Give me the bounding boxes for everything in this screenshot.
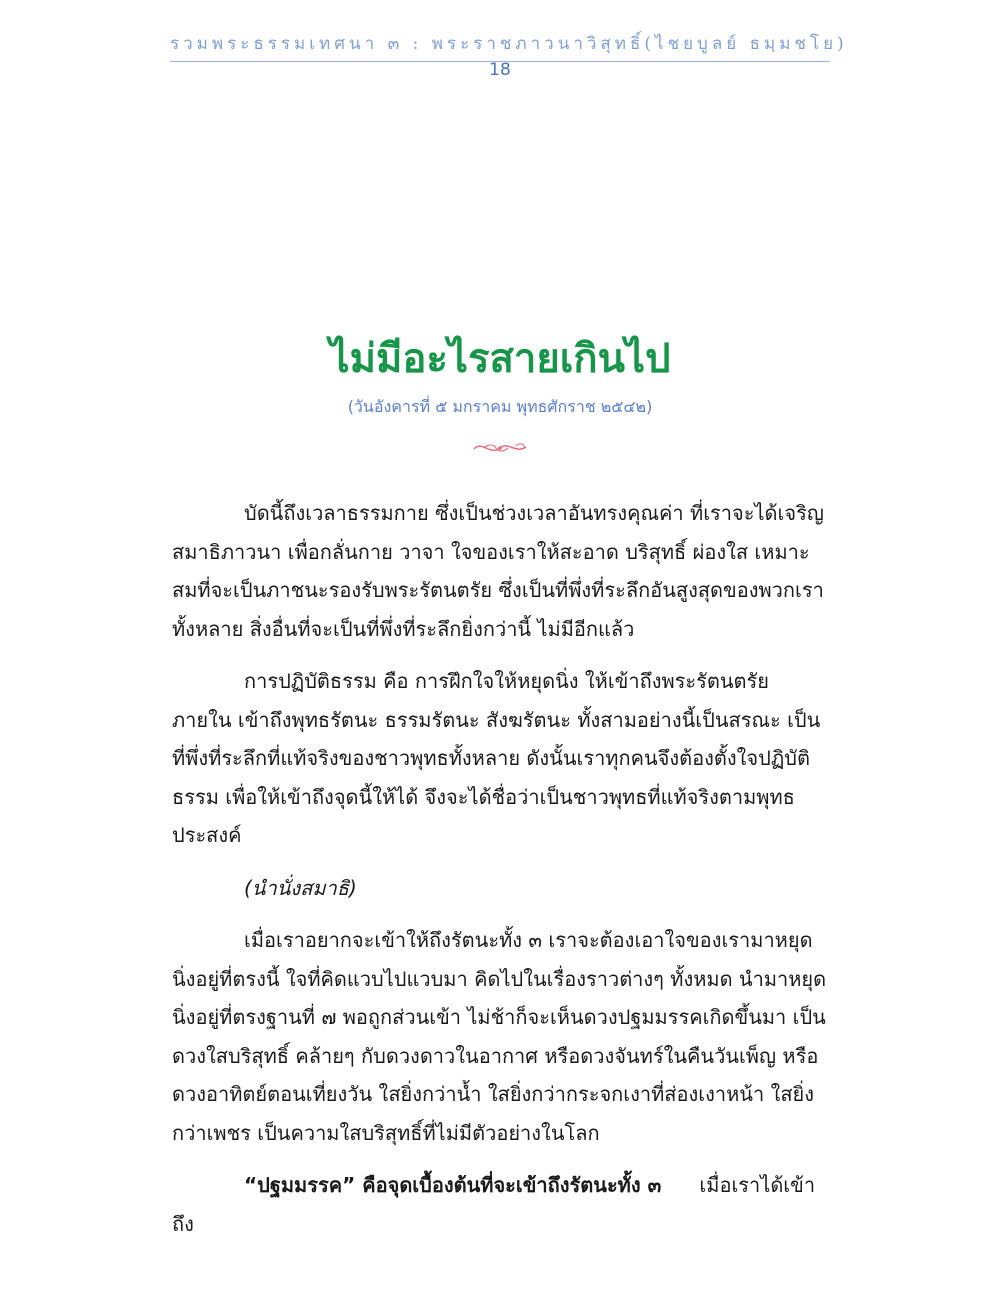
page-number: 18 <box>489 60 511 80</box>
paragraph: การปฏิบัติธรรม คือ การฝึกใจให้หยุดนิ่ง ให้เข้าถึงพระรัตนตรัยภายใน เข้าถึงพุทธรัตนะ ธรรมรัตนะ สังฆรัตนะ ทั้งสามอย่างนี้เป็นสรณะ เป็นที่พึ่งที่ระลึกที่แท้จริงของชาวพุทธทั้งหลาย ดังนั้นเราทุกคนจึงต้องตั้งใจปฏิบัติธรรม เพื่อให้เข้าถึงจุดนี้ให้ได้ จึงจะได้ชื่อว่าเป็นชาวพุทธที่แท้จริงตามพุทธประสงค์ <box>172 669 821 847</box>
chapter-title: ไม่มีอะไรสายเกินไป <box>329 335 671 382</box>
meditation-note: (นำนั่งสมาธิ) <box>244 875 357 900</box>
body-text <box>172 494 827 1243</box>
running-header: รวมพระธรรมเทศนา ๓ : พระราชภาวนาวิสุทธิ์(ไชยบูลย์ ธมฺมชโย) <box>170 30 830 62</box>
paragraph-last <box>172 1166 827 1243</box>
flourish-ornament-icon <box>470 436 530 460</box>
paragraph-continuation: เมื่อเราได้เข้าถึง <box>172 1173 816 1236</box>
bold-phrase: “ปฐมมรรค” คือจุดเบื้องต้นที่จะเข้าถึงรัตนะทั้ง ๓ <box>244 1173 662 1197</box>
paragraph: บัดนี้ถึงเวลาธรรมกาย ซึ่งเป็นช่วงเวลาอันทรงคุณค่า ที่เราจะได้เจริญสมาธิภาวนา เพื่อกลั่นกาย วาจา ใจของเราให้สะอาด บริสุทธิ์ ผ่องใส เหมาะสมที่จะเป็นภาชนะรองรับพระรัตนตรัย ซึ่งเป็นที่พึ่งที่ระลึกอันสูงสุดของพวกเราทั้งหลาย สิ่งอื่นที่จะเป็นที่พึ่งที่ระลึกยิ่งกว่านี้ ไม่มีอีกแล้ว <box>172 501 824 641</box>
chapter-date: (วันอังคารที่ ๕ มกราคม พุทธศักราช ๒๕๔๒) <box>347 397 653 416</box>
paragraph: เมื่อเราอยากจะเข้าให้ถึงรัตนะทั้ง ๓ เราจะต้องเอาใจของเรามาหยุดนิ่งอยู่ที่ตรงนี้ ใจที่คิดแวบไปแวบมา คิดไปในเรื่องราวต่างๆ ทั้งหมด นำมาหยุดนิ่งอยู่ที่ตรงฐานที่ ๗ พอถูกส่วนเข้า ไม่ช้าก็จะเห็นดวงปฐมมรรคเกิดขึ้นมา เป็นดวงใสบริสุทธิ์ คล้ายๆ กับดวงดาวในอากาศ หรือดวงจันทร์ในคืนวันเพ็ญ หรือดวงอาทิตย์ตอนเที่ยงวัน ใสยิ่งกว่าน้ำ ใสยิ่งกว่ากระจกเงาที่ส่องเงาหน้า ใสยิ่งกว่าเพชร เป็นความใสบริสุทธิ์ที่ไม่มีตัวอย่างในโลก <box>172 928 827 1145</box>
